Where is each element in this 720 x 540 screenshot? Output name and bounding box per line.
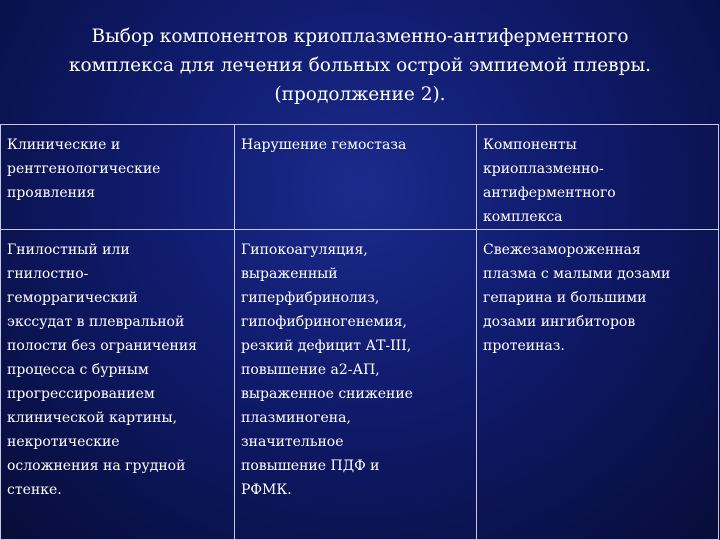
title-line-3: (продолжение 2). [274,84,446,105]
cell-hemostasis-disorder-text: Гипокоагуляция, выраженный гиперфибринолиз, гипофибриногенемия, резкий дефицит АТ-III, повышение а2-АП, выраженное снижение плазминогена, значительное повышение ПДФ и РФМК. [241,242,413,498]
cell-clinical-manifestations-text: Гнилостный или гнилостно- геморрагический экссудат в плевральной полости без ограничения процесса с бурным прогрессированием клинической картины, некротические осложнения на грудной стенке. [7,242,198,498]
header-hemostasis-disorder-text: Нарушение гемостаза [241,137,407,153]
cell-clinical-manifestations [1,230,235,540]
table-row [1,230,719,540]
table-header-row [1,125,719,230]
header-complex-components-text: Компоненты криоплазменно- антиферментного комплекса [483,137,616,225]
cell-complex-components-text: Свежезамороженная плазма с малыми дозами гепарина и большими дозами ингибиторов протеиназ. [483,242,671,354]
title-line-1: Выбор компонентов криоплазменно-антиферментного [91,26,629,47]
slide-title [40,22,680,109]
header-clinical-manifestations-text: Клинические и рентгенологические проявления [7,137,161,201]
header-clinical-manifestations [1,125,235,230]
title-line-2: комплекса для лечения больных острой эмпиемой плевры. [68,55,652,76]
components-table [0,124,719,540]
cell-hemostasis-disorder [235,230,477,540]
cell-complex-components [477,230,719,540]
header-hemostasis-disorder [235,125,477,230]
header-complex-components [477,125,719,230]
